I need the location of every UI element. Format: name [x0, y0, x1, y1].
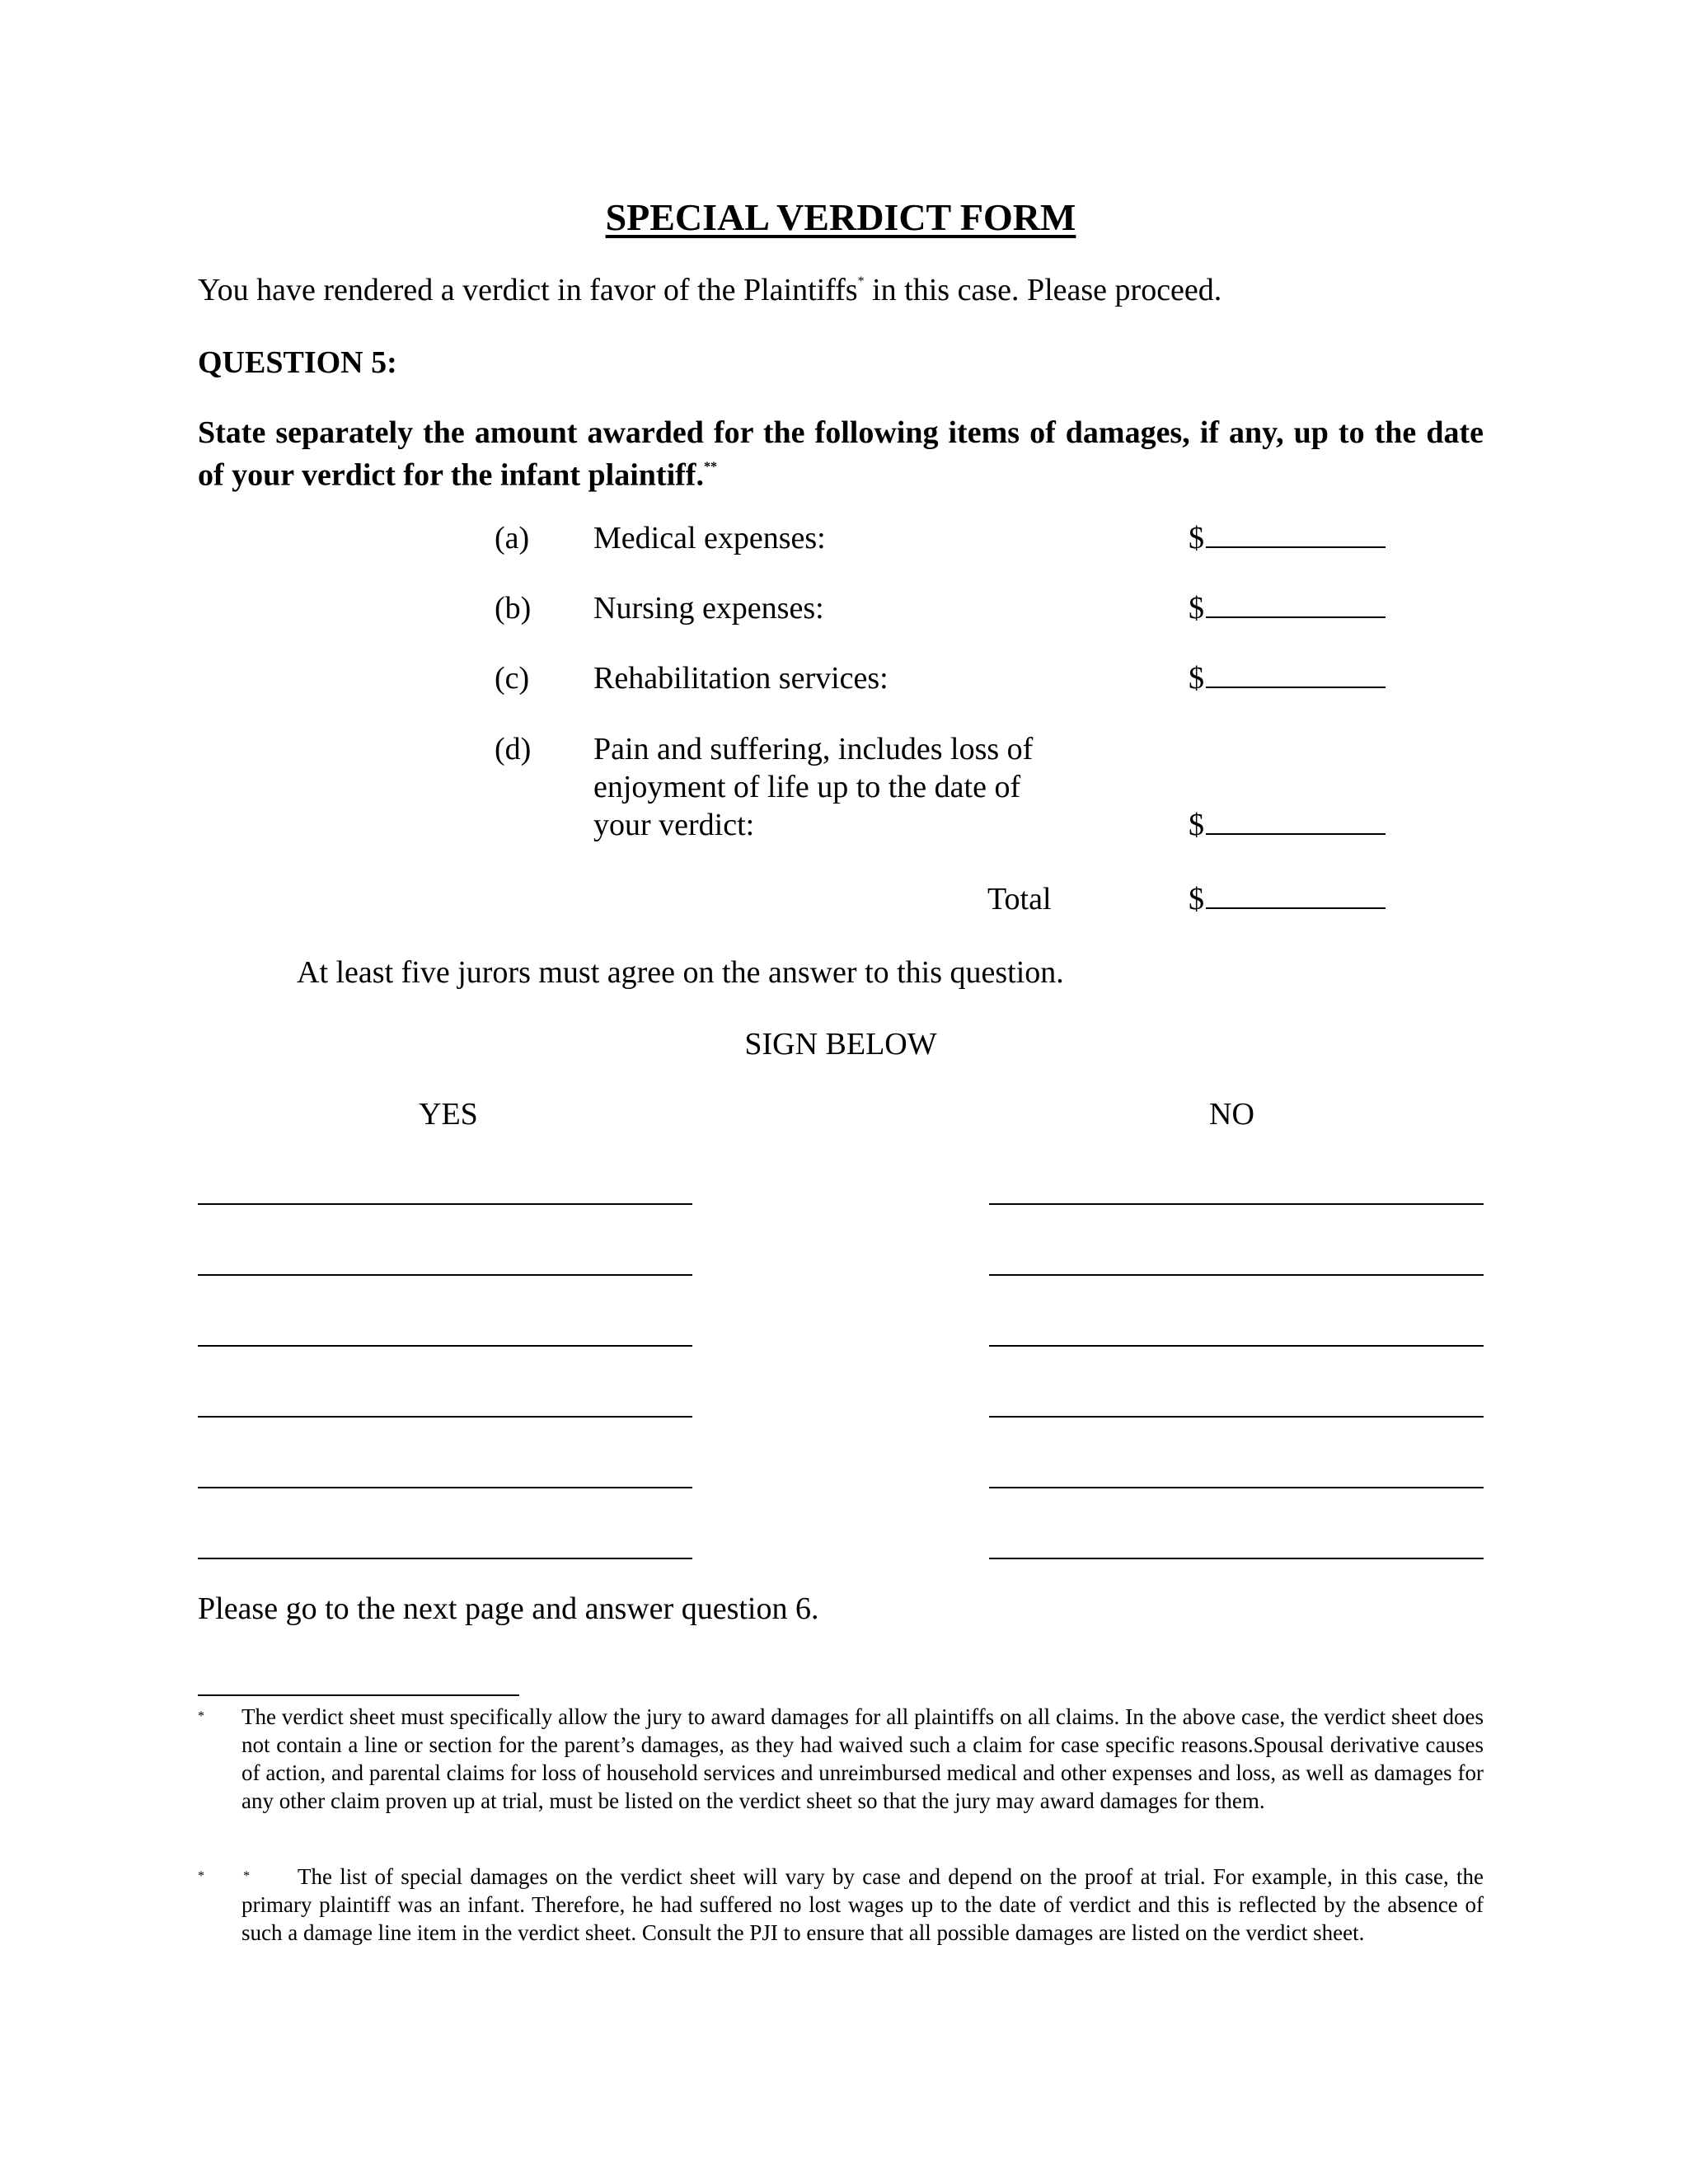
currency-symbol: $: [1189, 808, 1204, 842]
page-title: SPECIAL VERDICT FORM: [605, 196, 1076, 238]
currency-symbol: $: [1189, 521, 1204, 555]
verdict-form-page: [198, 0, 1484, 2184]
amount-blank[interactable]: [1206, 879, 1386, 909]
footnote-2: [198, 1863, 1484, 1978]
no-signature-line[interactable]: [989, 1345, 1484, 1347]
damage-item-pain-suffering: [495, 730, 1385, 844]
no-signature-line[interactable]: [989, 1416, 1484, 1418]
amount-field-nursing[interactable]: [1189, 588, 1386, 627]
sign-below-heading: SIGN BELOW: [744, 1027, 937, 1062]
currency-symbol: $: [1189, 661, 1204, 696]
currency-symbol: $: [1189, 591, 1204, 626]
item-label: Nursing expenses:: [593, 591, 824, 626]
footnote-marker-secondary: *: [243, 1869, 250, 1883]
yes-signature-line[interactable]: [198, 1487, 692, 1488]
amount-blank[interactable]: [1206, 588, 1386, 618]
footnote-separator: [198, 1694, 519, 1696]
item-label: Pain and suffering, includes loss of enjoyment of life up to the date of your verdict:: [593, 732, 1034, 842]
footnote-marker: *: [198, 1869, 204, 1883]
footnote-1: [198, 1703, 1484, 1843]
amount-blank[interactable]: [1206, 805, 1386, 835]
intro-text: You have rendered a verdict in favor of the Plaintiffs: [198, 273, 858, 307]
currency-symbol: $: [1189, 882, 1204, 916]
amount-field-total[interactable]: [1189, 879, 1386, 918]
footnote-marker: *: [198, 1709, 204, 1723]
juror-agreement-note: At least five jurors must agree on the answer to this question.: [297, 955, 1064, 990]
no-signature-line[interactable]: [989, 1487, 1484, 1488]
question-body: State separately the amount awarded for the following items of damages, if any, up to the date of your verdict for the infant plaintiff.: [198, 415, 1484, 493]
item-letter: (d): [495, 732, 532, 766]
next-page-instruction: Please go to the next page and answer question 6.: [198, 1591, 819, 1626]
item-letter: (b): [495, 591, 532, 626]
intro-statement: [198, 272, 1221, 308]
yes-signature-line[interactable]: [198, 1416, 692, 1418]
damage-item-nursing: [495, 589, 1385, 627]
amount-field-pain-suffering[interactable]: [1189, 805, 1386, 844]
yes-signature-line[interactable]: [198, 1203, 692, 1205]
item-letter: (c): [495, 661, 530, 696]
yes-signature-line[interactable]: [198, 1558, 692, 1559]
yes-column-label: YES: [419, 1097, 478, 1132]
damage-item-medical: [495, 519, 1385, 557]
amount-blank[interactable]: [1206, 518, 1386, 548]
no-signature-line[interactable]: [989, 1203, 1484, 1205]
no-signature-line[interactable]: [989, 1558, 1484, 1559]
damage-item-rehabilitation: [495, 659, 1385, 697]
amount-field-rehabilitation[interactable]: [1189, 658, 1386, 697]
total-label: Total: [987, 882, 1052, 916]
question-text: [198, 414, 1484, 494]
no-signature-line[interactable]: [989, 1274, 1484, 1276]
yes-signature-line[interactable]: [198, 1345, 692, 1347]
yes-signature-line[interactable]: [198, 1274, 692, 1276]
damage-total: [495, 880, 1385, 918]
question-heading: QUESTION 5:: [198, 345, 397, 380]
no-column-label: NO: [1209, 1097, 1254, 1132]
footnote-text: The list of special damages on the verdict sheet will vary by case and depend on the proof at trial. For example, in this case, the primary plaintiff was an infant. Therefore, he had suffered no lost wages up to the date of verdict and this is reflected by the absence of such a damage line item in the verdict sheet. Consult the PJI to ensure that all possible damages are listed on the verdict sheet.: [241, 1864, 1484, 1945]
amount-blank[interactable]: [1206, 658, 1386, 688]
intro-text-end: in this case. Please proceed.: [864, 273, 1222, 307]
item-label: Medical expenses:: [593, 521, 826, 555]
amount-field-medical[interactable]: [1189, 518, 1386, 557]
item-label: Rehabilitation services:: [593, 661, 889, 696]
footnote-marker-1: *: [857, 274, 865, 289]
footnote-marker-2: **: [703, 460, 717, 474]
item-letter: (a): [495, 521, 530, 555]
footnote-text: The verdict sheet must specifically allow the jury to award damages for all plaintiffs on all claims. In the above case, the verdict sheet does not contain a line or section for the parent’s damages, as they had waived such a claim for case specific reasons.Spousal derivative causes of action, and parental claims for loss of household services and unreimbursed medical and other expenses and loss, as well as damages for any other claim proven up at trial, must be listed on the verdict sheet so that the jury may award damages for them.: [241, 1704, 1484, 1813]
